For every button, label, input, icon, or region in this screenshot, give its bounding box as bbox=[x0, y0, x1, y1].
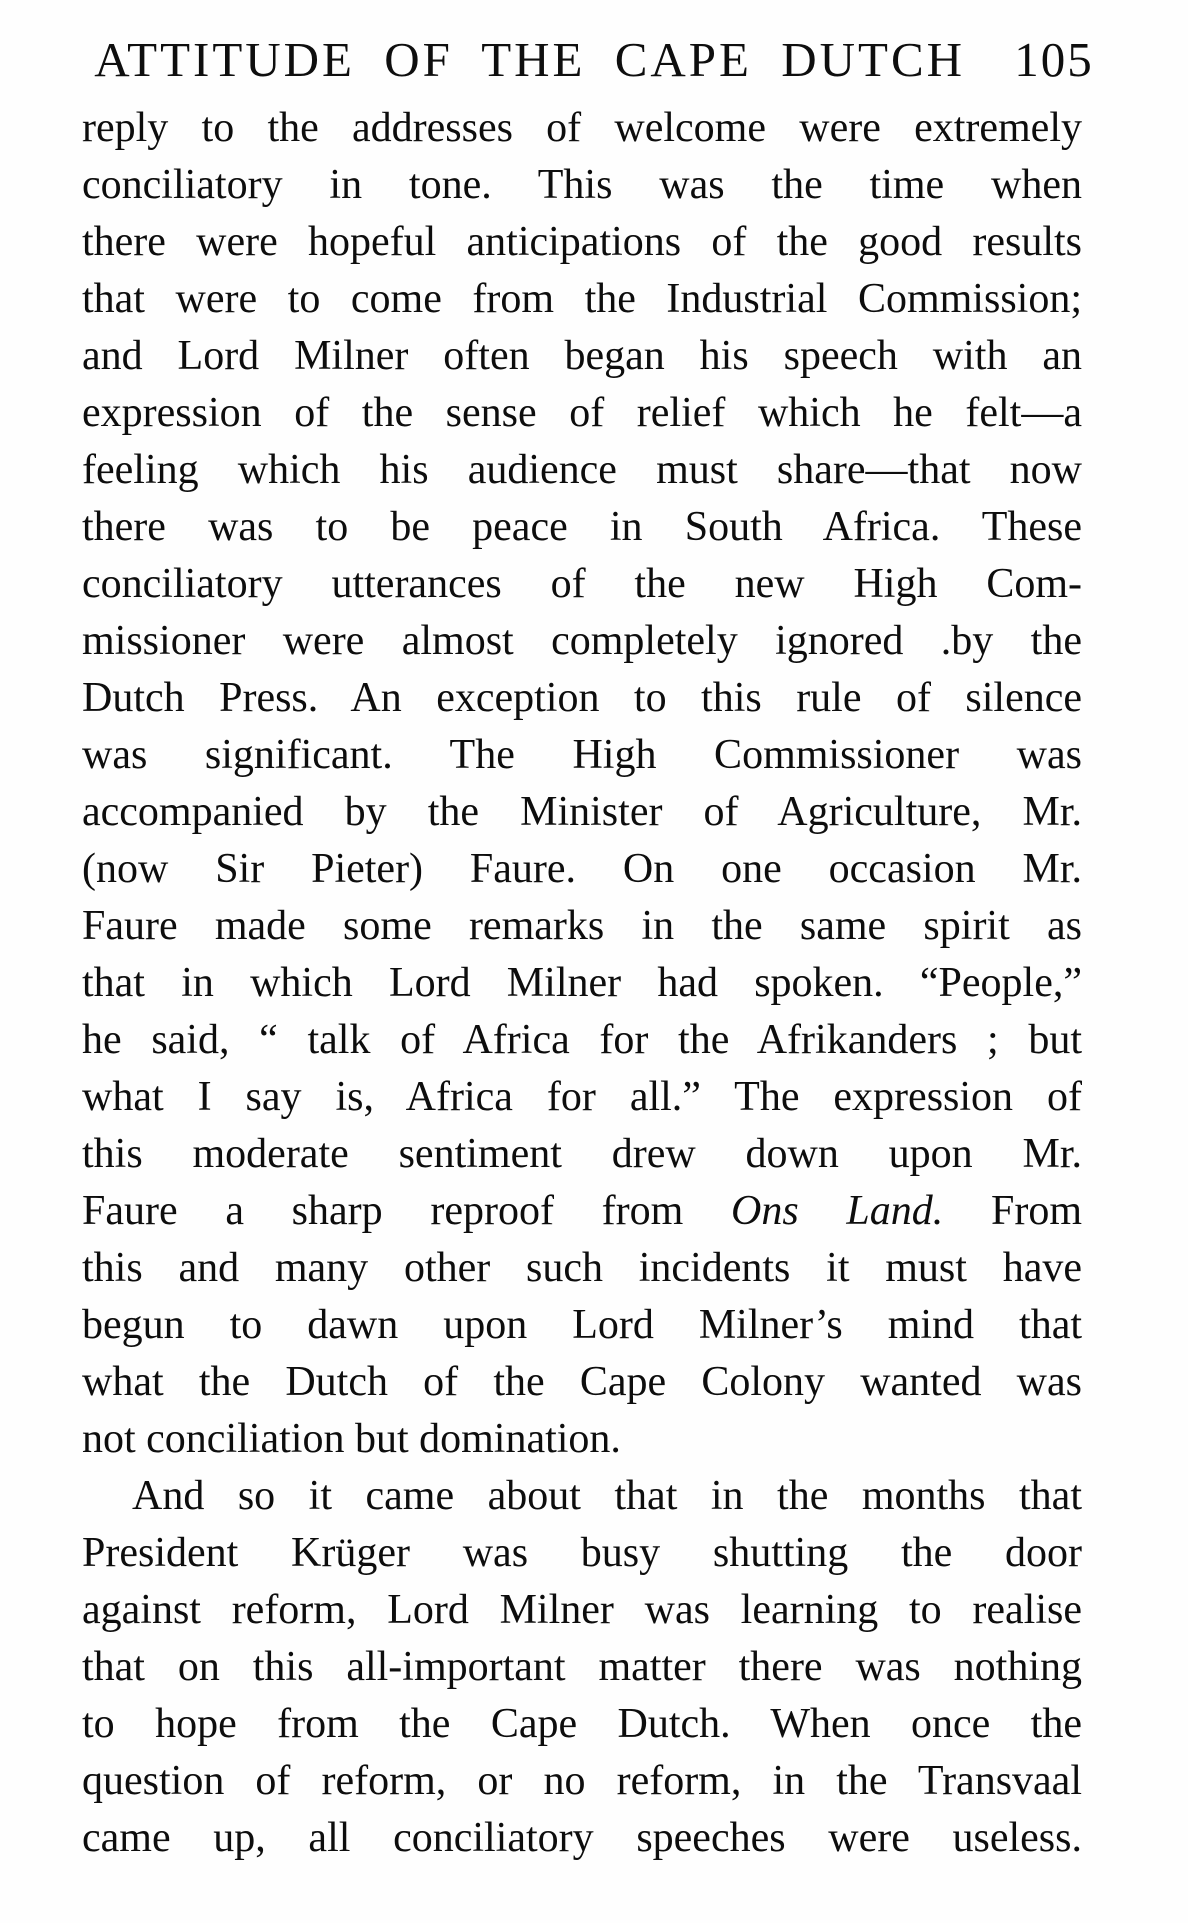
text-line bbox=[82, 670, 1082, 727]
text-segment: there was to be peace in South Africa. These bbox=[82, 504, 1082, 550]
text-line bbox=[82, 1240, 1082, 1297]
text-segment: From bbox=[943, 1188, 1083, 1234]
text-line bbox=[82, 613, 1082, 670]
text-line bbox=[82, 1810, 1082, 1867]
text-line bbox=[82, 955, 1082, 1012]
text-segment: conciliatory in tone. This was the time when bbox=[82, 162, 1082, 208]
text-segment: what the Dutch of the Cape Colony wanted was bbox=[82, 1359, 1082, 1405]
text-segment: came up, all conciliatory speeches were useless. bbox=[82, 1815, 1082, 1861]
text-segment: conciliatory utterances of the new High Com- bbox=[82, 561, 1082, 607]
text-line bbox=[82, 157, 1082, 214]
text-line bbox=[82, 442, 1082, 499]
text-segment: Faure a sharp reproof from bbox=[82, 1188, 732, 1234]
text-segment: Dutch Press. An exception to this rule of silence bbox=[82, 675, 1082, 721]
text-line bbox=[82, 1126, 1082, 1183]
page-number: 105 bbox=[1014, 32, 1094, 87]
text-line bbox=[82, 1012, 1082, 1069]
text-line bbox=[82, 100, 1082, 157]
text-line bbox=[82, 841, 1082, 898]
text-line bbox=[82, 1639, 1082, 1696]
text-segment: begun to dawn upon Lord Milner’s mind that bbox=[82, 1302, 1082, 1348]
text-line bbox=[82, 1297, 1082, 1354]
text-segment: this and many other such incidents it must have bbox=[82, 1245, 1082, 1291]
text-line bbox=[82, 1468, 1082, 1525]
text-line bbox=[82, 214, 1082, 271]
text-segment: President Krüger was busy shutting the door bbox=[82, 1530, 1082, 1576]
text-segment: And so it came about that in the months that bbox=[132, 1473, 1082, 1519]
text-line bbox=[82, 1582, 1082, 1639]
text-segment: (now Sir Pieter) Faure. On one occasion Mr. bbox=[82, 846, 1082, 892]
text-segment: and Lord Milner often began his speech with an bbox=[82, 333, 1082, 379]
text-segment: not conciliation but domination. bbox=[82, 1416, 621, 1462]
text-segment: that in which Lord Milner had spoken. “People,” bbox=[82, 960, 1082, 1006]
text-segment: reply to the addresses of welcome were extremely bbox=[82, 105, 1082, 151]
text-line bbox=[82, 1354, 1082, 1411]
text-line bbox=[82, 1525, 1082, 1582]
text-line bbox=[82, 727, 1082, 784]
text-segment: expression of the sense of relief which he felt—a bbox=[82, 390, 1082, 436]
text-block bbox=[82, 100, 1082, 1867]
text-segment: what I say is, Africa for all.” The expression of bbox=[82, 1074, 1082, 1120]
text-line bbox=[82, 1183, 1082, 1240]
text-segment: against reform, Lord Milner was learning to realise bbox=[82, 1587, 1082, 1633]
text-line bbox=[82, 1696, 1082, 1753]
text-line bbox=[82, 784, 1082, 841]
text-line bbox=[82, 385, 1082, 442]
text-segment: there were hopeful anticipations of the good results bbox=[82, 219, 1082, 265]
text-line bbox=[82, 1411, 1082, 1468]
text-line bbox=[82, 1753, 1082, 1810]
text-segment: feeling which his audience must share—that now bbox=[82, 447, 1082, 493]
text-line bbox=[82, 898, 1082, 955]
text-segment: he said, “ talk of Africa for the Afrikanders ; but bbox=[82, 1017, 1082, 1063]
running-head-title: ATTITUDE OF THE CAPE DUTCH bbox=[94, 32, 966, 87]
text-segment: accompanied by the Minister of Agriculture, Mr. bbox=[82, 789, 1082, 835]
running-head bbox=[0, 0, 1188, 86]
text-segment: that were to come from the Industrial Commission; bbox=[82, 276, 1082, 322]
text-segment: to hope from the Cape Dutch. When once the bbox=[82, 1701, 1082, 1747]
text-line bbox=[82, 499, 1082, 556]
italic-text: Ons Land. bbox=[731, 1188, 944, 1234]
text-line bbox=[82, 556, 1082, 613]
text-line bbox=[82, 328, 1082, 385]
text-segment: question of reform, or no reform, in the Transvaal bbox=[82, 1758, 1082, 1804]
text-segment: Faure made some remarks in the same spirit as bbox=[82, 903, 1082, 949]
text-segment: was significant. The High Commissioner was bbox=[82, 732, 1082, 778]
text-segment: missioner were almost completely ignored .by the bbox=[82, 618, 1082, 664]
text-segment: this moderate sentiment drew down upon Mr. bbox=[82, 1131, 1082, 1177]
text-segment: that on this all-important matter there was nothing bbox=[82, 1644, 1082, 1690]
text-line bbox=[82, 271, 1082, 328]
text-line bbox=[82, 1069, 1082, 1126]
